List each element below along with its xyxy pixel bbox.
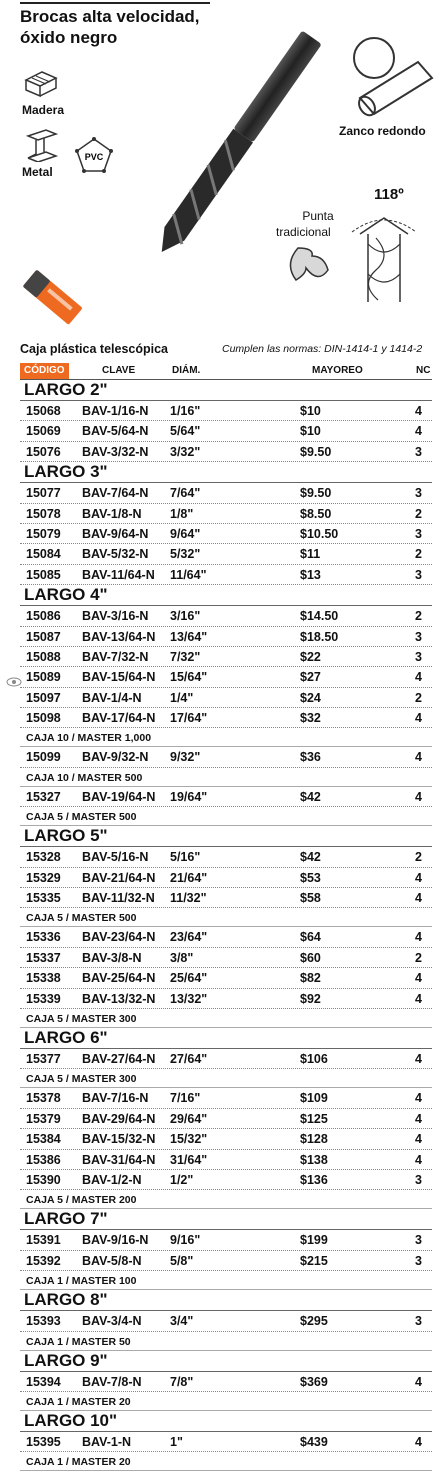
product-price: $60 (300, 950, 321, 965)
product-diameter: 13/64" (170, 629, 208, 644)
product-code: 15098 (26, 711, 61, 726)
product-nc: 4 (415, 424, 422, 439)
product-code: 15337 (26, 950, 61, 965)
product-diameter: 9/16" (170, 1233, 201, 1248)
product-code: 15386 (26, 1152, 61, 1167)
product-nc: 4 (415, 711, 422, 726)
product-nc: 4 (415, 789, 422, 804)
product-key: BAV-1/2-N (82, 1172, 142, 1187)
table-row (20, 708, 432, 728)
product-nc: 3 (415, 1253, 422, 1268)
table-row (20, 1170, 432, 1190)
table-row (20, 1049, 432, 1069)
product-price: $13 (300, 567, 321, 582)
table-row (20, 627, 432, 647)
packaging-note: CAJA 1 / MASTER 50 (20, 1332, 432, 1351)
product-diameter: 7/64" (170, 486, 201, 501)
product-code: 15086 (26, 609, 61, 624)
product-price: $14.50 (300, 609, 339, 624)
angle-label: 118º (374, 186, 404, 203)
col-price: MAYOREO (312, 365, 363, 376)
product-price: $42 (300, 850, 321, 865)
product-nc: 4 (415, 750, 422, 765)
product-nc: 4 (415, 891, 422, 906)
product-diameter: 29/64" (170, 1111, 208, 1126)
product-code: 15377 (26, 1051, 61, 1066)
product-nc: 3 (415, 444, 422, 459)
product-nc: 2 (415, 950, 422, 965)
product-code: 15395 (26, 1434, 61, 1449)
product-diameter: 7/8" (170, 1374, 194, 1389)
product-code: 15393 (26, 1314, 61, 1329)
section-header: LARGO 2" (20, 380, 432, 401)
table-row (20, 544, 432, 564)
table-row (20, 647, 432, 667)
product-diameter: 9/32" (170, 750, 201, 765)
product-code: 15328 (26, 850, 61, 865)
product-diameter: 19/64" (170, 789, 208, 804)
product-code: 15390 (26, 1172, 61, 1187)
product-key: BAV-25/64-N (82, 971, 156, 986)
product-key: BAV-7/32-N (82, 649, 149, 664)
product-code: 15089 (26, 670, 61, 685)
table-row (20, 888, 432, 908)
product-code: 15378 (26, 1091, 61, 1106)
product-price: $8.50 (300, 506, 332, 521)
product-key: BAV-1-N (82, 1434, 132, 1449)
title-line-2: óxido negro (20, 28, 118, 47)
product-diameter: 27/64" (170, 1051, 208, 1066)
product-diameter: 7/16" (170, 1091, 201, 1106)
product-key: BAV-9/64-N (82, 526, 149, 541)
product-code: 15384 (26, 1132, 61, 1147)
table-row (20, 667, 432, 687)
product-diameter: 15/64" (170, 670, 208, 685)
product-price: $36 (300, 750, 321, 765)
product-table (20, 380, 432, 1471)
product-code: 15329 (26, 870, 61, 885)
product-diameter: 23/64" (170, 930, 208, 945)
product-nc: 2 (415, 609, 422, 624)
table-header (20, 363, 432, 379)
product-price: $24 (300, 690, 321, 705)
product-key: BAV-5/16-N (82, 850, 149, 865)
product-nc: 4 (415, 1132, 422, 1147)
product-code: 15392 (26, 1253, 61, 1268)
product-diameter: 5/16" (170, 850, 201, 865)
product-price: $32 (300, 711, 321, 726)
product-diameter: 11/64" (170, 567, 207, 582)
product-code: 15336 (26, 930, 61, 945)
table-row (20, 483, 432, 503)
product-price: $128 (300, 1132, 328, 1147)
product-price: $92 (300, 991, 321, 1006)
product-code: 15097 (26, 690, 61, 705)
table-row (20, 847, 432, 867)
product-key: BAV-27/64-N (82, 1051, 156, 1066)
wood-icon (22, 66, 58, 100)
product-nc: 3 (415, 567, 422, 582)
table-row (20, 1372, 432, 1392)
table-row (20, 401, 432, 421)
product-key: BAV-5/32-N (82, 547, 149, 562)
product-key: BAV-9/32-N (82, 750, 149, 765)
product-price: $42 (300, 789, 321, 804)
tip-angle-diagram (348, 204, 420, 304)
telescopic-case-image (22, 264, 82, 332)
wood-label: Madera (22, 103, 65, 117)
product-key: BAV-11/32-N (82, 891, 155, 906)
section-header: LARGO 10" (20, 1411, 432, 1432)
table-row (20, 504, 432, 524)
section-header: LARGO 8" (20, 1290, 432, 1311)
col-key: CLAVE (102, 365, 136, 376)
table-row (20, 524, 432, 544)
product-price: $11 (300, 547, 321, 562)
table-row (20, 1432, 432, 1452)
product-diameter: 1/16" (170, 404, 201, 418)
product-diameter: 25/64" (170, 971, 208, 986)
table-row (20, 989, 432, 1009)
product-price: $138 (300, 1152, 328, 1167)
product-nc: 3 (415, 1172, 422, 1187)
product-diameter: 1/4" (170, 690, 194, 705)
title-rule (20, 2, 210, 4)
packaging-note: CAJA 1 / MASTER 20 (20, 1392, 432, 1411)
product-diameter: 1" (170, 1434, 183, 1449)
packaging-note: CAJA 1 / MASTER 100 (20, 1271, 432, 1290)
product-price: $439 (300, 1434, 328, 1449)
product-nc: 3 (415, 1314, 422, 1329)
product-key: BAV-9/16-N (82, 1233, 149, 1248)
product-key: BAV-7/16-N (82, 1091, 149, 1106)
product-key: BAV-3/32-N (82, 444, 149, 459)
product-code: 15099 (26, 750, 61, 765)
product-nc: 4 (415, 670, 422, 685)
product-key: BAV-1/4-N (82, 690, 142, 705)
table-row (20, 1088, 432, 1108)
col-code: CÓDIGO (20, 363, 69, 379)
traditional-tip-icon (284, 244, 330, 292)
product-code: 15338 (26, 971, 61, 986)
table-row (20, 1251, 432, 1271)
product-code: 15394 (26, 1374, 61, 1389)
product-key: BAV-15/32-N (82, 1132, 156, 1147)
section-header: LARGO 3" (20, 462, 432, 483)
product-key: BAV-29/64-N (82, 1111, 156, 1126)
pvc-icon (74, 136, 114, 174)
product-nc: 4 (415, 404, 422, 418)
shank-label: Zanco redondo (339, 124, 426, 138)
product-price: $53 (300, 870, 321, 885)
product-key: BAV-11/64-N (82, 567, 155, 582)
product-diameter: 3/16" (170, 609, 201, 624)
product-key: BAV-15/64-N (82, 670, 156, 685)
product-key: BAV-13/32-N (82, 991, 156, 1006)
product-code: 15068 (26, 404, 61, 418)
packaging-note: CAJA 5 / MASTER 500 (20, 807, 432, 826)
product-key: BAV-13/64-N (82, 629, 156, 644)
table-row (20, 747, 432, 767)
metal-icon (22, 128, 58, 162)
product-diameter: 7/32" (170, 649, 201, 664)
product-price: $125 (300, 1111, 328, 1126)
product-price: $9.50 (300, 486, 332, 501)
product-code: 15327 (26, 789, 61, 804)
product-diameter: 5/8" (170, 1253, 194, 1268)
product-nc: 2 (415, 690, 422, 705)
product-nc: 4 (415, 1091, 422, 1106)
product-key: BAV-1/16-N (82, 404, 149, 418)
case-label: Caja plástica telescópica (20, 342, 168, 356)
product-nc: 2 (415, 547, 422, 562)
product-key: BAV-3/16-N (82, 609, 149, 624)
product-diameter: 3/32" (170, 444, 201, 459)
product-price: $199 (300, 1233, 328, 1248)
product-code: 15077 (26, 486, 61, 501)
col-nc: NC (416, 365, 431, 376)
product-key: BAV-7/64-N (82, 486, 149, 501)
product-diameter: 5/32" (170, 547, 201, 562)
product-code: 15069 (26, 424, 61, 439)
product-price: $295 (300, 1314, 328, 1329)
title-line-1: Brocas alta velocidad, (20, 7, 200, 26)
table-row (20, 606, 432, 626)
product-key: BAV-5/64-N (82, 424, 149, 439)
table-row (20, 1230, 432, 1250)
product-price: $22 (300, 649, 321, 664)
product-price: $10.50 (300, 526, 339, 541)
product-price: $27 (300, 670, 321, 685)
product-nc: 4 (415, 971, 422, 986)
product-code: 15391 (26, 1233, 61, 1248)
product-nc: 2 (415, 850, 422, 865)
table-row (20, 1129, 432, 1149)
table-row (20, 421, 432, 441)
product-key: BAV-21/64-N (82, 870, 156, 885)
product-nc: 4 (415, 1434, 422, 1449)
product-code: 15078 (26, 506, 61, 521)
product-price: $64 (300, 930, 321, 945)
product-key: BAV-3/4-N (82, 1314, 142, 1329)
product-diameter: 9/64" (170, 526, 201, 541)
product-nc: 3 (415, 486, 422, 501)
pvc-badge-text: PVC (84, 152, 104, 162)
section-header: LARGO 5" (20, 826, 432, 847)
product-price: $369 (300, 1374, 328, 1389)
section-header: LARGO 6" (20, 1028, 432, 1049)
product-nc: 4 (415, 1152, 422, 1167)
table-row (20, 442, 432, 462)
table-row (20, 1150, 432, 1170)
packaging-note: CAJA 5 / MASTER 500 (20, 908, 432, 927)
product-diameter: 21/64" (170, 870, 208, 885)
product-price: $106 (300, 1051, 328, 1066)
product-diameter: 17/64" (170, 711, 208, 726)
product-diameter: 1/8" (170, 506, 194, 521)
metal-label: Metal (22, 165, 53, 179)
product-diameter: 3/8" (170, 950, 194, 965)
eye-icon (6, 677, 22, 687)
product-key: BAV-1/8-N (82, 506, 142, 521)
tip-label-line-1: Punta (302, 209, 334, 223)
table-row (20, 565, 432, 585)
product-nc: 4 (415, 1111, 422, 1126)
product-code: 15335 (26, 891, 61, 906)
product-price: $18.50 (300, 629, 339, 644)
product-code: 15084 (26, 547, 61, 562)
product-code: 15087 (26, 629, 61, 644)
table-row (20, 1311, 432, 1331)
packaging-note: CAJA 10 / MASTER 500 (20, 768, 432, 787)
product-key: BAV-17/64-N (82, 711, 156, 726)
section-header: LARGO 4" (20, 585, 432, 606)
product-nc: 4 (415, 1051, 422, 1066)
packaging-note: CAJA 5 / MASTER 300 (20, 1069, 432, 1088)
product-nc: 3 (415, 649, 422, 664)
product-price: $215 (300, 1253, 328, 1268)
table-row (20, 948, 432, 968)
product-price: $9.50 (300, 444, 332, 459)
product-code: 15079 (26, 526, 61, 541)
product-key: BAV-23/64-N (82, 930, 156, 945)
round-shank-icon (346, 34, 436, 120)
table-row (20, 968, 432, 988)
product-price: $10 (300, 424, 321, 439)
product-diameter: 3/4" (170, 1314, 194, 1329)
product-key: BAV-31/64-N (82, 1152, 156, 1167)
packaging-note: CAJA 10 / MASTER 1,000 (20, 728, 432, 747)
product-nc: 3 (415, 1233, 422, 1248)
product-code: 15088 (26, 649, 61, 664)
product-code: 15339 (26, 991, 61, 1006)
product-nc: 4 (415, 1374, 422, 1389)
table-row (20, 927, 432, 947)
product-diameter: 5/64" (170, 424, 201, 439)
product-price: $136 (300, 1172, 328, 1187)
product-nc: 4 (415, 930, 422, 945)
table-row (20, 688, 432, 708)
table-row (20, 868, 432, 888)
product-code: 15085 (26, 567, 61, 582)
section-header: LARGO 9" (20, 1351, 432, 1372)
product-nc: 3 (415, 629, 422, 644)
product-diameter: 13/32" (170, 991, 208, 1006)
product-code: 15076 (26, 444, 61, 459)
product-nc: 3 (415, 526, 422, 541)
product-price: $58 (300, 891, 321, 906)
product-key: BAV-3/8-N (82, 950, 142, 965)
product-nc: 2 (415, 506, 422, 521)
product-key: BAV-5/8-N (82, 1253, 142, 1268)
product-price: $109 (300, 1091, 328, 1106)
packaging-note: CAJA 5 / MASTER 200 (20, 1190, 432, 1209)
table-row (20, 1109, 432, 1129)
product-diameter: 15/32" (170, 1132, 208, 1147)
packaging-note: CAJA 1 / MASTER 20 (20, 1452, 432, 1471)
section-header: LARGO 7" (20, 1209, 432, 1230)
product-code: 15379 (26, 1111, 61, 1126)
product-key: BAV-19/64-N (82, 789, 156, 804)
product-nc: 4 (415, 991, 422, 1006)
product-key: BAV-7/8-N (82, 1374, 142, 1389)
product-diameter: 1/2" (170, 1172, 194, 1187)
col-diam: DIÁM. (172, 365, 201, 376)
packaging-note: CAJA 5 / MASTER 300 (20, 1009, 432, 1028)
table-row (20, 787, 432, 807)
product-diameter: 11/32" (170, 891, 207, 906)
product-nc: 4 (415, 870, 422, 885)
product-price: $10 (300, 404, 321, 418)
tip-label-line-2: tradicional (276, 225, 331, 239)
standards-text: Cumplen las normas: DIN-1414-1 y 1414-2 (222, 343, 423, 355)
product-price: $82 (300, 971, 321, 986)
product-diameter: 31/64" (170, 1152, 208, 1167)
